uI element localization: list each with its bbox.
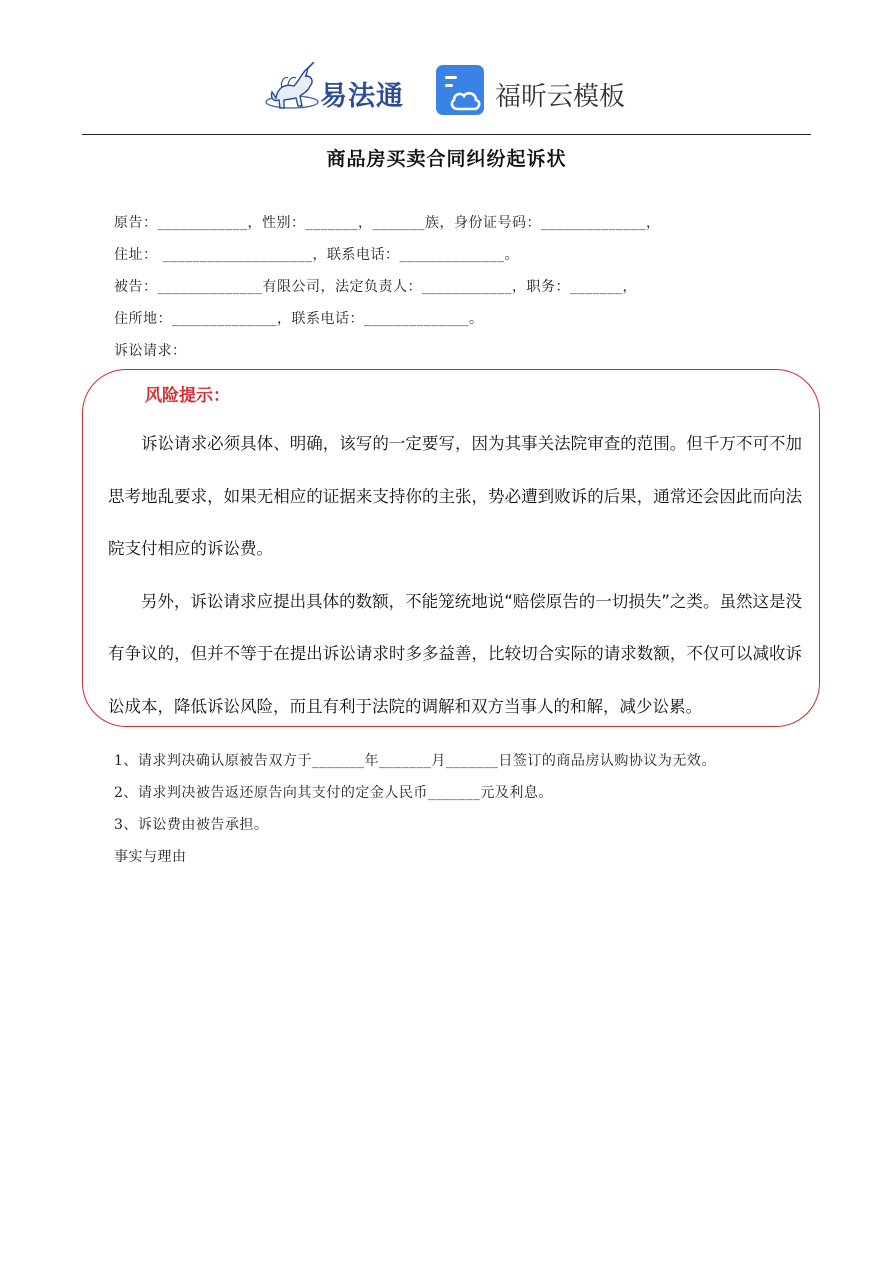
claim-item: 1、请求判决确认原被告双方于_______年_______月_______日签订的商品房认购协议为无效。	[114, 753, 716, 769]
foxit-cloud-logo	[436, 65, 646, 117]
risk-notice-box	[82, 369, 820, 727]
facts-heading: 事实与理由	[114, 849, 187, 865]
claims-list	[114, 750, 814, 878]
risk-notice-text	[108, 418, 802, 733]
risk-paragraph: 另外，诉讼请求应提出具体的数额，不能笼统地说“赔偿原告的一切损失”之类。虽然这是没有争议的，但并不等于在提出诉讼请求时多多益善，比较切合实际的请求数额，不仅可以减收诉讼成本，降低诉讼风险，而且有利于法院的调解和双方当事人的和解，减少讼累。	[108, 591, 802, 716]
logo1-text: 易法通	[320, 81, 404, 112]
cloud-document-icon	[436, 65, 488, 117]
risk-notice-title: 风险提示：	[145, 386, 230, 406]
claims-heading: 诉讼请求：	[114, 343, 187, 359]
header-divider	[82, 134, 811, 135]
plaintiff-address-line: 住址： ____________________，联系电话：______________。	[114, 247, 519, 263]
document-title: 商品房买卖合同纠纷起诉状	[326, 148, 567, 170]
plaintiff-line: 原告：____________，性别：_______，_______族，身份证号码：______________，	[114, 215, 661, 231]
defendant-address-line: 住所地：______________，联系电话：______________。	[114, 311, 484, 327]
unicorn-logo-icon	[262, 62, 322, 118]
risk-paragraph: 诉讼请求必须具体、明确，该写的一定要写，因为其事关法院审查的范围。但千万不可不加思考地乱要求，如果无相应的证据来支持你的主张，势必遭到败诉的后果，通常还会因此而向法院支付相应的诉讼费。	[108, 434, 802, 558]
party-fields	[114, 212, 814, 372]
claim-item: 2、请求判决被告返还原告向其支付的定金人民币_______元及利息。	[114, 785, 553, 801]
claim-item: 3、诉讼费由被告承担。	[114, 817, 269, 833]
yifatong-logo	[262, 62, 414, 118]
defendant-line: 被告：______________有限公司，法定负责人：____________，职务：_______，	[114, 279, 637, 295]
logo2-text: 福昕云模板	[495, 82, 626, 112]
header	[0, 60, 893, 122]
